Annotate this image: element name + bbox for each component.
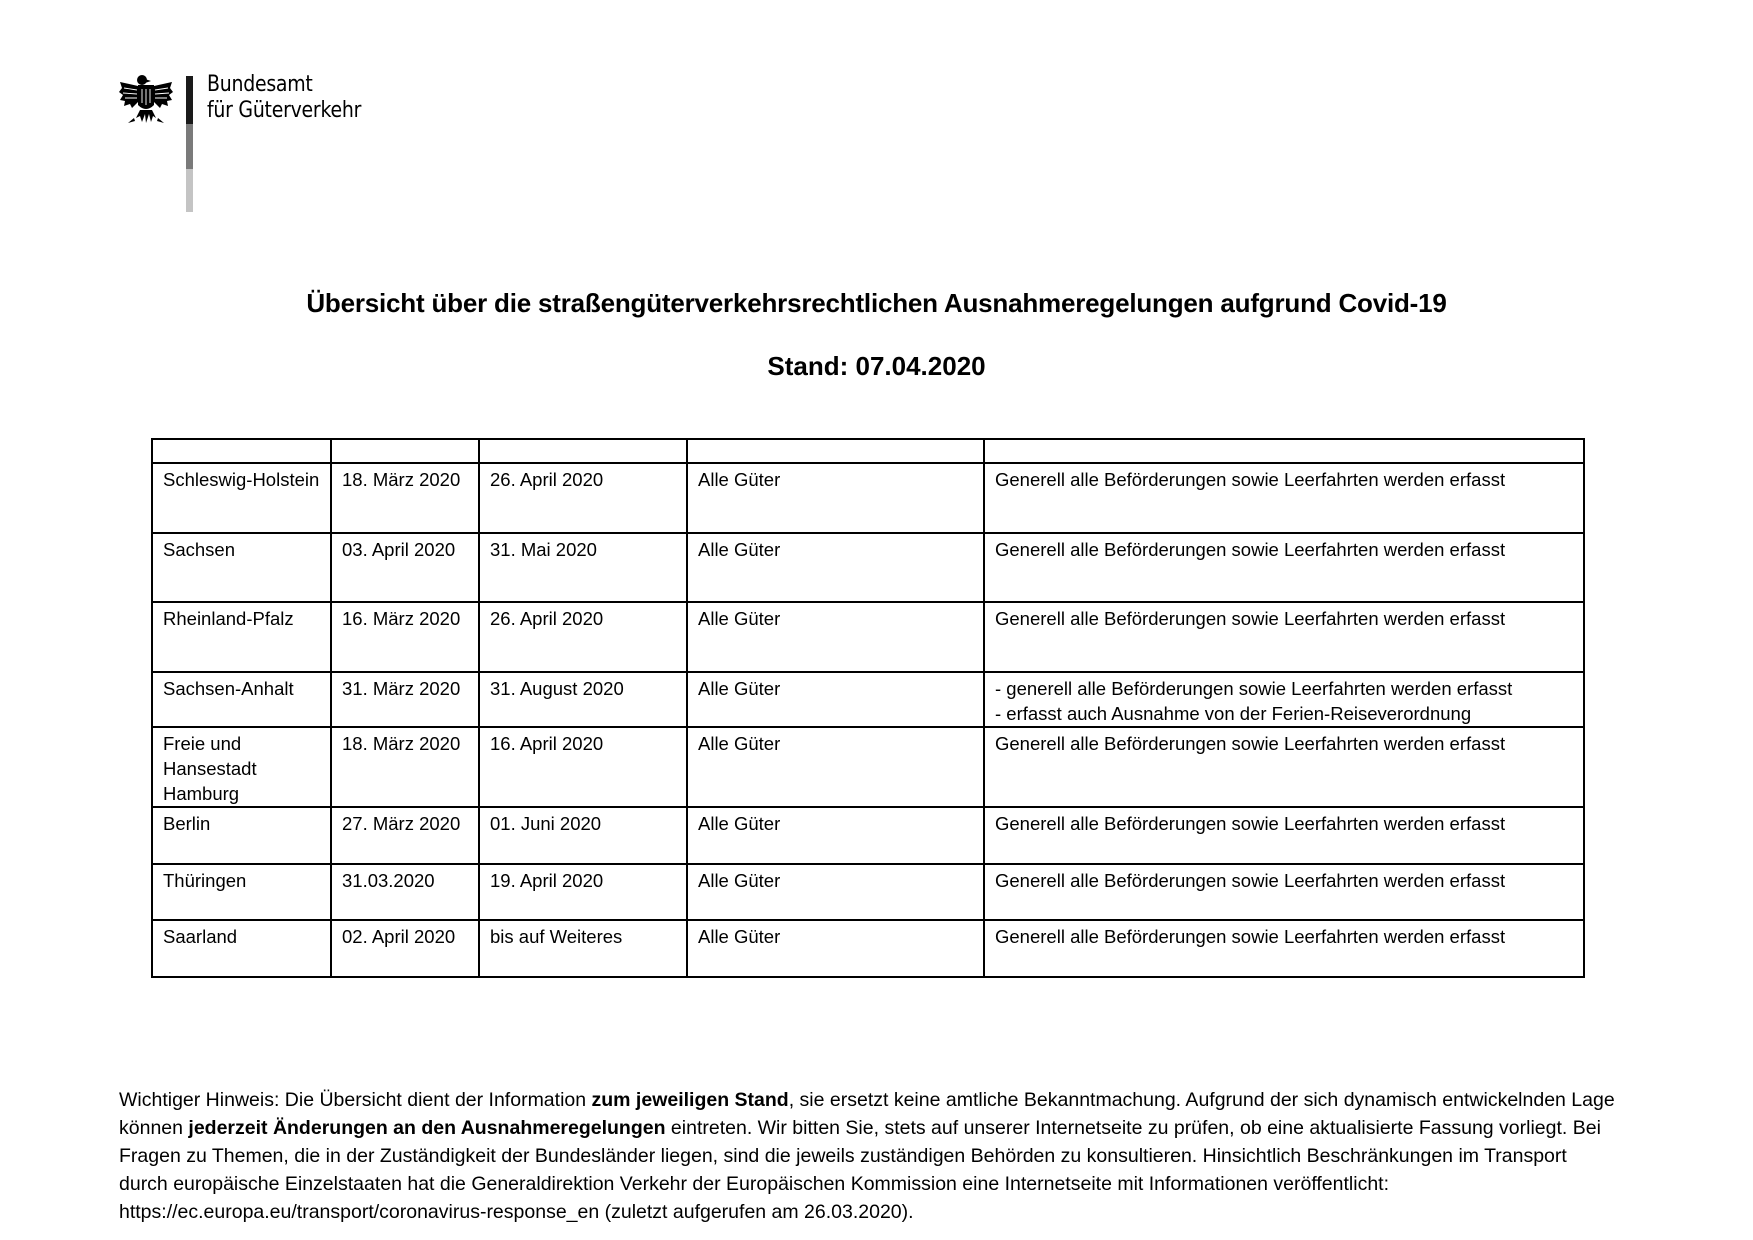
notice-text-1: Wichtiger Hinweis: Die Übersicht dient der Information [119,1089,592,1111]
from-date-cell: 02. April 2020 [331,920,479,977]
flag-bar-light [186,169,193,212]
header-cell [984,439,1584,463]
table-header-row [152,439,1584,463]
from-date-cell: 31.03.2020 [331,864,479,920]
header-cell [479,439,687,463]
table-row [152,727,1584,807]
document-title: Übersicht über die straßengüterverkehrsrechtlichen Ausnahmeregelungen aufgrund Covid-19 [306,288,1447,318]
agency-name-line2: für Güterverkehr [207,98,362,123]
to-date-cell: 26. April 2020 [479,602,687,672]
state-cell: Thüringen [152,864,331,920]
notes-cell [984,807,1584,864]
note-line: - erfasst auch Ausnahme von der Ferien-Reiseverordnung [995,703,1472,724]
state-cell: Sachsen [152,533,331,602]
from-date-cell: 18. März 2020 [331,463,479,533]
notes-cell [984,672,1584,727]
goods-cell: Alle Güter [687,463,984,533]
state-cell: Saarland [152,920,331,977]
notice-bold-2: jederzeit Änderungen an den Ausnahmeregelungen [188,1117,666,1139]
agency-name-line1: Bundesamt [207,72,313,97]
goods-cell: Alle Güter [687,864,984,920]
agency-name [207,72,361,124]
notes-cell [984,864,1584,920]
table-row [152,920,1584,977]
flag-bar [186,76,193,212]
notes-cell [984,533,1584,602]
from-date-cell: 31. März 2020 [331,672,479,727]
to-date-cell: bis auf Weiteres [479,920,687,977]
goods-cell: Alle Güter [687,672,984,727]
table-row [152,864,1584,920]
agency-logo [118,74,398,214]
header-cell [687,439,984,463]
notes-cell [984,727,1584,807]
to-date-cell: 31. Mai 2020 [479,533,687,602]
table-row [152,672,1584,727]
state-cell: Berlin [152,807,331,864]
table-row [152,602,1584,672]
table-row [152,463,1584,533]
notes-cell [984,920,1584,977]
header-cell [331,439,479,463]
goods-cell: Alle Güter [687,807,984,864]
exemptions-table [151,438,1585,978]
note-line: Generell alle Beförderungen sowie Leerfahrten werden erfasst [995,608,1506,629]
to-date-cell: 16. April 2020 [479,727,687,807]
from-date-cell: 03. April 2020 [331,533,479,602]
notice-text-3: eintreten. Wir bitten Sie, stets auf unserer Internetseite zu prüfen, ob eine aktualisierte Fassung vorliegt. Bei Fragen zu Themen, die in der Zuständigkeit der Bundesländer liegen, sind die jeweils zuständigen Behörden zu konsultieren. Hinsichtlich Beschränkungen im Transport durch europäische Einzelstaaten hat die Generaldirektion Verkehr der Europäischen Kommission eine Internetseite mit Informationen veröffentlicht: https://ec.europa.eu/transport/coronavirus-response_en (zuletzt aufgerufen am 26.03.2020). [119,1117,1601,1223]
notes-cell [984,602,1584,672]
note-line: - generell alle Beförderungen sowie Leerfahrten werden erfasst [995,678,1513,699]
note-line: Generell alle Beförderungen sowie Leerfahrten werden erfasst [995,539,1506,560]
notes-cell [984,463,1584,533]
note-line: Generell alle Beförderungen sowie Leerfahrten werden erfasst [995,870,1506,891]
flag-bar-dark [186,76,193,124]
header-cell [152,439,331,463]
state-cell: Rheinland-Pfalz [152,602,331,672]
notice-text-2: , sie ersetzt keine amtliche Bekanntmachung. Aufgrund der sich dynamisch entwickelnden Lage können [119,1089,1615,1139]
federal-eagle-icon [118,74,174,126]
note-line: Generell alle Beförderungen sowie Leerfahrten werden erfasst [995,926,1506,947]
to-date-cell: 19. April 2020 [479,864,687,920]
note-line: Generell alle Beförderungen sowie Leerfahrten werden erfasst [995,469,1506,490]
from-date-cell: 27. März 2020 [331,807,479,864]
state-cell: Sachsen-Anhalt [152,672,331,727]
important-notice [119,1086,1619,1226]
from-date-cell: 18. März 2020 [331,727,479,807]
to-date-cell: 31. August 2020 [479,672,687,727]
state-cell: Freie und Hansestadt Hamburg [152,727,331,807]
notice-bold-1: zum jeweiligen Stand [591,1089,789,1111]
table-row [152,533,1584,602]
goods-cell: Alle Güter [687,920,984,977]
table-row [152,807,1584,864]
goods-cell: Alle Güter [687,727,984,807]
goods-cell: Alle Güter [687,602,984,672]
note-line: Generell alle Beförderungen sowie Leerfahrten werden erfasst [995,733,1506,754]
flag-bar-mid [186,124,193,169]
to-date-cell: 01. Juni 2020 [479,807,687,864]
note-line: Generell alle Beförderungen sowie Leerfahrten werden erfasst [995,813,1506,834]
from-date-cell: 16. März 2020 [331,602,479,672]
to-date-cell: 26. April 2020 [479,463,687,533]
document-date: Stand: 07.04.2020 [767,351,986,381]
goods-cell: Alle Güter [687,533,984,602]
state-cell: Schleswig-Holstein [152,463,331,533]
